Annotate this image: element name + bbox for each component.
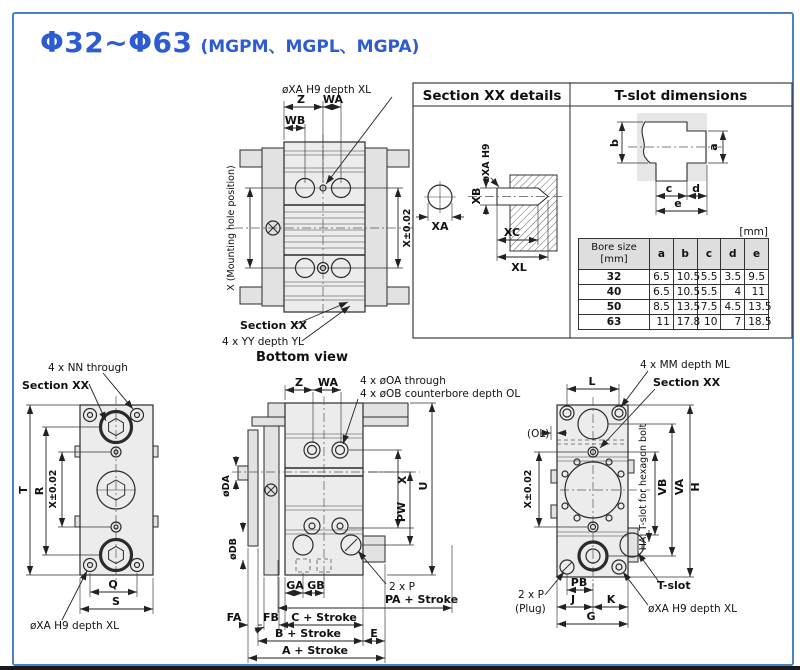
dim-fa: FA — [226, 611, 242, 624]
dim-pb: PB — [570, 576, 588, 589]
bore-value: 32 — [579, 270, 650, 285]
cell: 10 — [697, 315, 721, 330]
model-series-subtitle: (MGPM、MGPL、MGPA) — [200, 37, 420, 57]
dim-wb: WB — [284, 114, 306, 127]
cell: 9.5 — [745, 270, 769, 285]
unit-mm-label: [mm] — [739, 226, 768, 238]
table-row — [579, 300, 769, 315]
right-view-drawing — [515, 359, 737, 628]
oxa-depth-callout: øXA H9 depth XL — [30, 620, 119, 632]
dim-z: Z — [297, 93, 305, 106]
cell: 10.5 — [673, 270, 697, 285]
dim-s: S — [112, 595, 120, 608]
tslot-e-label: e — [674, 197, 682, 210]
cell: 13.5 — [745, 300, 769, 315]
plug-label: (Plug) — [515, 603, 546, 615]
tslot-c-label: c — [665, 182, 673, 195]
dim-x: X — [396, 475, 409, 485]
left-view-drawing — [17, 362, 158, 632]
bottom-view-caption: Bottom view — [255, 350, 349, 365]
dim-b-stroke: B + Stroke — [275, 627, 341, 640]
cell: 4.5 — [721, 300, 745, 315]
mounting-hole-position-label: X (Mounting hole position) — [226, 165, 237, 291]
yy-depth-callout: 4 x YY depth YL — [222, 336, 304, 348]
cell: 8.5 — [650, 300, 674, 315]
dim-j: J — [570, 593, 576, 606]
dim-wa: WA — [317, 376, 339, 389]
section-xx-callout: Section XX — [22, 379, 90, 392]
dim-l: L — [588, 375, 596, 388]
cell: 13.5 — [673, 300, 697, 315]
oxa-depth-label: øXA H9 depth XL — [282, 84, 371, 96]
dim-pa-stroke: PA + Stroke — [385, 593, 459, 606]
cell: 5.5 — [697, 285, 721, 300]
oa-through-callout: 4 x øOA through — [360, 375, 446, 387]
oxa-depth-callout: øXA H9 depth XL — [648, 603, 737, 615]
mm-depth-callout: 4 x MM depth ML — [640, 359, 730, 371]
xb-label: XB — [470, 187, 483, 205]
bore-value: 50 — [579, 300, 650, 315]
dim-gb: GB — [307, 579, 325, 592]
dim-vb: VB — [656, 478, 669, 496]
col-header-a: a — [650, 239, 674, 270]
cell: 7.5 — [697, 300, 721, 315]
port-p-callout: 2 x P — [389, 581, 415, 593]
front-view-drawing — [221, 375, 520, 663]
dim-q: Q — [108, 578, 118, 591]
cell: 17.8 — [673, 315, 697, 330]
dim-x-tol: X±0.02 — [48, 469, 59, 509]
nn-through-callout: 4 x NN through — [48, 362, 128, 374]
cell: 10.5 — [673, 285, 697, 300]
dim-x-tol: X±0.02 — [523, 469, 534, 509]
bottom-view-drawing — [222, 84, 426, 365]
section-details-title: Section XX details — [422, 88, 562, 104]
dim-ga: GA — [286, 579, 304, 592]
dim-z: Z — [295, 376, 303, 389]
plug-port-callout: 2 x P — [518, 589, 544, 601]
dim-r: R — [33, 486, 46, 496]
cell: 3.5 — [721, 270, 745, 285]
table-row — [579, 270, 769, 285]
dim-fb: FB — [263, 611, 279, 624]
dim-e: E — [370, 627, 378, 640]
tslot-d-label: d — [692, 182, 700, 195]
xc-label: XC — [503, 226, 521, 239]
section-xx-callout: Section XX — [653, 376, 721, 389]
ha-tslot-note: HA: T-slot for hexagon bolt — [638, 423, 649, 551]
ob-counterbore-callout: 4 x øOB counterbore depth OL — [360, 388, 521, 400]
dim-k: K — [606, 593, 616, 606]
oxa-h9-label: øXA H9 — [481, 143, 492, 183]
bore-size-header: Bore size — [591, 242, 637, 253]
tslot-a-label: a — [707, 143, 720, 151]
dim-odb: øDB — [228, 538, 239, 560]
cell: 6.5 — [650, 285, 674, 300]
cell: 6.5 — [650, 270, 674, 285]
col-header-e: e — [745, 239, 769, 270]
bore-value: 40 — [579, 285, 650, 300]
dim-wa: WA — [322, 93, 344, 106]
bore-size-unit: [mm] — [600, 254, 628, 265]
table-row — [579, 315, 769, 330]
cell: 11 — [650, 315, 674, 330]
col-header-c: c — [697, 239, 721, 270]
table-row — [579, 285, 769, 300]
tslot-dimensions-title: T-slot dimensions — [614, 88, 748, 104]
tslot-b-label: b — [608, 139, 621, 147]
dim-va: VA — [673, 478, 686, 496]
bore-value: 63 — [579, 315, 650, 330]
pin-hole-tolerance-label: X±0.02 — [402, 208, 413, 248]
cell: 11 — [745, 285, 769, 300]
cell: 5.5 — [697, 270, 721, 285]
cell: 7 — [721, 315, 745, 330]
dim-c-stroke: C + Stroke — [291, 611, 357, 624]
xl-label: XL — [511, 261, 527, 274]
col-header-d: d — [721, 239, 745, 270]
section-xx-callout: Section XX — [240, 319, 308, 332]
dim-a-stroke: A + Stroke — [281, 644, 349, 657]
col-header-b: b — [673, 239, 697, 270]
dim-h: H — [689, 482, 702, 492]
dim-t: T — [17, 486, 30, 494]
bore-range-title: Φ32~Φ63 — [40, 26, 193, 59]
tslot-dimensions-table — [578, 238, 772, 330]
cell: 4 — [721, 285, 745, 300]
dim-ol: (OL) — [527, 428, 550, 440]
cell: 18.5 — [745, 315, 769, 330]
page-bottom-divider — [0, 666, 800, 670]
dim-oda: øDA — [221, 475, 232, 497]
dim-pw: PW — [395, 501, 408, 523]
dim-g: G — [586, 610, 596, 623]
tslot-callout: T-slot — [657, 579, 691, 592]
xa-label: XA — [431, 220, 449, 233]
dim-u: U — [417, 481, 430, 491]
table-header-bore — [579, 239, 650, 270]
